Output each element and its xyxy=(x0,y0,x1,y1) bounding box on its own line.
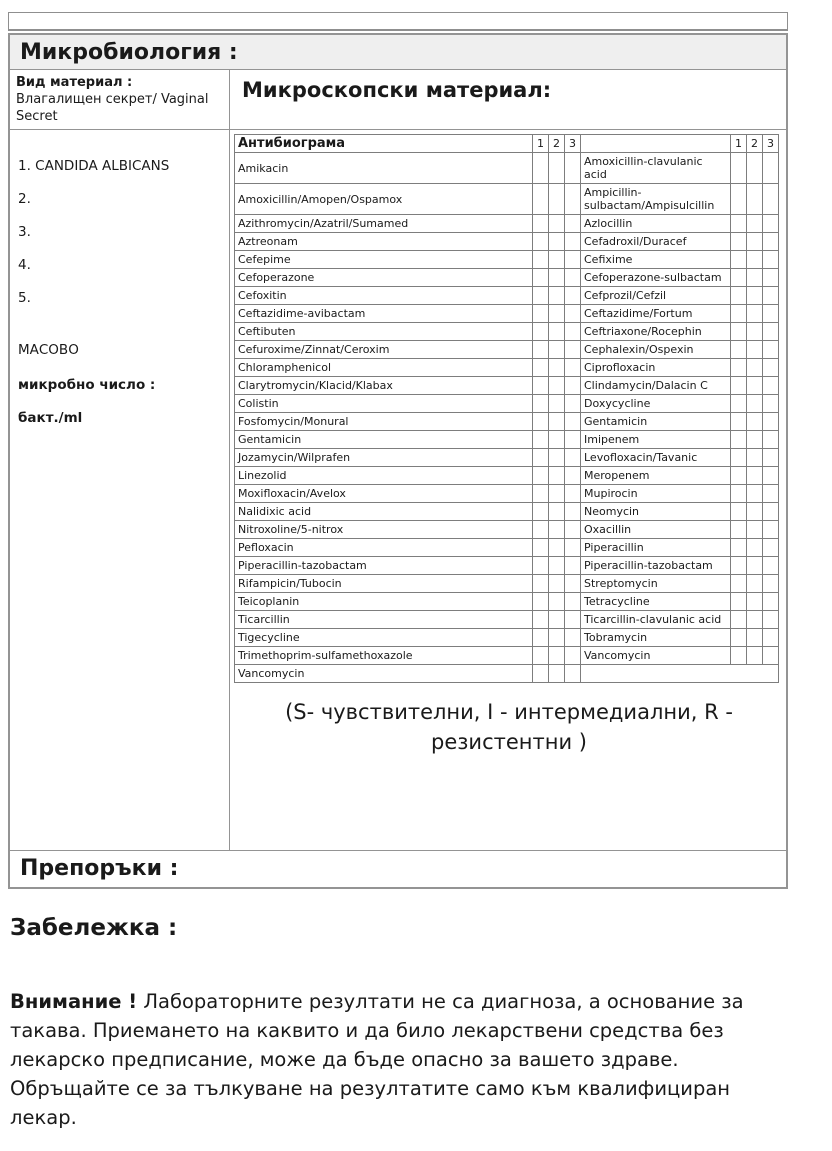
antibiotic-name-right: Cephalexin/Ospexin xyxy=(581,341,731,359)
antibiotic-name-left: Cefuroxime/Zinnat/Ceroxim xyxy=(235,341,533,359)
table-row xyxy=(235,359,779,377)
result-cell xyxy=(731,184,747,215)
table-row xyxy=(235,521,779,539)
result-cell xyxy=(565,485,581,503)
result-cell xyxy=(763,269,779,287)
antibiotic-name-right: Cefadroxil/Duracef xyxy=(581,233,731,251)
result-cell xyxy=(747,503,763,521)
result-cell xyxy=(565,233,581,251)
result-cell xyxy=(549,184,565,215)
material-type-label: Вид материал : xyxy=(16,75,133,90)
antibiotic-name-left: Nitroxoline/5-nitrox xyxy=(235,521,533,539)
result-cell xyxy=(747,395,763,413)
table-row xyxy=(235,665,779,683)
result-cell xyxy=(747,287,763,305)
result-cell xyxy=(533,215,549,233)
result-cell xyxy=(549,341,565,359)
result-cell xyxy=(565,305,581,323)
antibiogram-area xyxy=(230,130,786,850)
table-row xyxy=(235,557,779,575)
result-cell xyxy=(763,215,779,233)
result-cell xyxy=(565,467,581,485)
result-cell xyxy=(731,153,747,184)
result-cell xyxy=(565,184,581,215)
result-cell xyxy=(747,449,763,467)
warning-text: Лабораторните резултати не са диагноза, а основание за такава. Приемането на каквито и да било лекарствени средства без лекарско предписание, може да бъде опасно за вашето здраве. Обръщайте се за тълкуване на резултатите само към квалифициран лекар. xyxy=(10,990,744,1129)
antibiotic-name-right: Piperacillin xyxy=(581,539,731,557)
result-cell xyxy=(731,395,747,413)
result-cell xyxy=(763,593,779,611)
result-col-header: 2 xyxy=(747,135,763,153)
result-cell xyxy=(533,305,549,323)
antibiotic-name-left: Clarytromycin/Klacid/Klabax xyxy=(235,377,533,395)
table-row xyxy=(235,485,779,503)
organism-list xyxy=(10,130,230,850)
result-cell xyxy=(731,557,747,575)
antibiotic-name-right: Cefprozil/Cefzil xyxy=(581,287,731,305)
result-col-header: 1 xyxy=(731,135,747,153)
antibiotic-name-left: Aztreonam xyxy=(235,233,533,251)
antibiotic-name-left: Piperacillin-tazobactam xyxy=(235,557,533,575)
result-cell xyxy=(565,287,581,305)
result-cell xyxy=(747,647,763,665)
result-cell xyxy=(565,575,581,593)
result-cell xyxy=(731,575,747,593)
antibiotic-name-right: Tobramycin xyxy=(581,629,731,647)
result-cell xyxy=(747,305,763,323)
result-cell xyxy=(747,611,763,629)
antibiogram-body xyxy=(235,153,779,683)
result-cell xyxy=(565,431,581,449)
result-cell xyxy=(533,539,549,557)
result-cell xyxy=(731,305,747,323)
antibiotic-name-right: Ceftazidime/Fortum xyxy=(581,305,731,323)
antibiotic-name-left: Ceftibuten xyxy=(235,323,533,341)
antibiotic-name-right: Ticarcillin-clavulanic acid xyxy=(581,611,731,629)
result-cell xyxy=(533,557,549,575)
result-cell xyxy=(549,521,565,539)
result-cell xyxy=(747,413,763,431)
result-cell xyxy=(565,557,581,575)
result-cell xyxy=(533,665,549,683)
result-cell xyxy=(549,539,565,557)
result-cell xyxy=(565,629,581,647)
antibiogram-table xyxy=(234,134,779,683)
result-cell xyxy=(565,539,581,557)
antibiotic-name-right: Oxacillin xyxy=(581,521,731,539)
result-cell xyxy=(533,485,549,503)
result-cell xyxy=(549,359,565,377)
result-cell xyxy=(533,593,549,611)
table-row xyxy=(235,467,779,485)
antibiotic-name-right: Piperacillin-tazobactam xyxy=(581,557,731,575)
material-type-value: Влагалищен секрет/ Vaginal Secret xyxy=(16,92,209,124)
unit-label: бакт./ml xyxy=(18,410,83,426)
result-cell xyxy=(731,539,747,557)
result-cell xyxy=(549,251,565,269)
result-cell xyxy=(533,521,549,539)
table-row xyxy=(235,184,779,215)
antibiotic-name-left: Cefoxitin xyxy=(235,287,533,305)
result-cell xyxy=(549,665,565,683)
antibiotic-name-right: Amoxicillin-clavulanic acid xyxy=(581,153,731,184)
table-row xyxy=(235,539,779,557)
result-cell xyxy=(565,395,581,413)
result-col-header: 3 xyxy=(763,135,779,153)
result-cell xyxy=(549,485,565,503)
result-cell xyxy=(533,359,549,377)
antibiotic-name-right: Ceftriaxone/Rocephin xyxy=(581,323,731,341)
result-col-header: 2 xyxy=(549,135,565,153)
result-cell xyxy=(747,184,763,215)
result-cell xyxy=(533,413,549,431)
result-cell xyxy=(731,323,747,341)
result-cell xyxy=(731,215,747,233)
antibiotic-name-left: Trimethoprim-sulfamethoxazole xyxy=(235,647,533,665)
antibiotic-name-left: Jozamycin/Wilprafen xyxy=(235,449,533,467)
antibiotic-name-right: Mupirocin xyxy=(581,485,731,503)
result-cell xyxy=(763,395,779,413)
result-cell xyxy=(763,184,779,215)
result-cell xyxy=(763,629,779,647)
result-cell xyxy=(533,341,549,359)
result-cell xyxy=(549,215,565,233)
result-cell xyxy=(763,287,779,305)
organism-list-item: 2. xyxy=(18,191,31,207)
antibiotic-name-left: Moxifloxacin/Avelox xyxy=(235,485,533,503)
result-cell xyxy=(763,341,779,359)
antibiotic-name-left: Nalidixic acid xyxy=(235,503,533,521)
result-cell xyxy=(565,647,581,665)
antibiotic-name-left: Amikacin xyxy=(235,153,533,184)
result-cell xyxy=(533,647,549,665)
result-cell xyxy=(549,287,565,305)
result-cell xyxy=(549,377,565,395)
organism-list-item: 1. CANDIDA ALBICANS xyxy=(18,158,170,174)
table-row xyxy=(235,305,779,323)
result-cell xyxy=(549,323,565,341)
table-row xyxy=(235,629,779,647)
antibiotic-name-right: Gentamicin xyxy=(581,413,731,431)
result-cell xyxy=(747,467,763,485)
result-cell xyxy=(565,611,581,629)
result-cell xyxy=(731,413,747,431)
antibiotic-name-left: Cefepime xyxy=(235,251,533,269)
result-cell xyxy=(549,611,565,629)
result-cell xyxy=(747,359,763,377)
table-row xyxy=(235,251,779,269)
result-cell xyxy=(747,215,763,233)
result-cell xyxy=(747,629,763,647)
result-cell xyxy=(565,269,581,287)
result-cell xyxy=(731,251,747,269)
antibiogram-title-spacer xyxy=(581,135,731,153)
result-cell xyxy=(763,251,779,269)
result-cell xyxy=(747,269,763,287)
antibiotic-name-left: Chloramphenicol xyxy=(235,359,533,377)
result-col-header: 1 xyxy=(533,135,549,153)
table-row xyxy=(235,287,779,305)
table-row xyxy=(235,413,779,431)
microbiology-report-panel xyxy=(8,33,788,889)
result-cell xyxy=(763,413,779,431)
antibiotic-name-left: Fosfomycin/Monural xyxy=(235,413,533,431)
table-row xyxy=(235,323,779,341)
results-row xyxy=(10,130,786,850)
result-cell xyxy=(549,467,565,485)
table-row xyxy=(235,647,779,665)
result-cell xyxy=(731,647,747,665)
microscopy-material-title: Микроскопски материал: xyxy=(242,78,552,102)
result-cell xyxy=(763,647,779,665)
result-cell xyxy=(533,269,549,287)
result-cell xyxy=(731,359,747,377)
recommendations-label: Препоръки : xyxy=(10,850,786,887)
antibiogram-header-row xyxy=(235,135,779,153)
antibiotic-name-left: Vancomycin xyxy=(235,665,533,683)
antibiotic-name-right: Clindamycin/Dalacin C xyxy=(581,377,731,395)
result-cell xyxy=(747,341,763,359)
result-cell xyxy=(565,341,581,359)
antibiotic-name-right: Meropenem xyxy=(581,467,731,485)
result-cell xyxy=(763,611,779,629)
material-type-cell xyxy=(10,70,230,129)
antibiotic-name-left: Teicoplanin xyxy=(235,593,533,611)
antibiotic-name-right: Vancomycin xyxy=(581,647,731,665)
result-cell xyxy=(549,629,565,647)
result-cell xyxy=(549,305,565,323)
result-cell xyxy=(763,467,779,485)
result-cell xyxy=(747,521,763,539)
table-row xyxy=(235,611,779,629)
result-cell xyxy=(763,431,779,449)
table-row xyxy=(235,593,779,611)
antibiotic-name-left: Colistin xyxy=(235,395,533,413)
result-cell xyxy=(763,485,779,503)
result-cell xyxy=(565,593,581,611)
result-cell xyxy=(763,153,779,184)
empty-cell xyxy=(581,665,779,683)
result-cell xyxy=(565,377,581,395)
antibiotic-name-left: Azithromycin/Azatril/Sumamed xyxy=(235,215,533,233)
result-cell xyxy=(731,449,747,467)
result-cell xyxy=(731,503,747,521)
result-cell xyxy=(549,593,565,611)
result-cell xyxy=(747,431,763,449)
table-row xyxy=(235,341,779,359)
result-cell xyxy=(565,503,581,521)
result-cell xyxy=(763,503,779,521)
antibiotic-name-right: Tetracycline xyxy=(581,593,731,611)
result-cell xyxy=(533,431,549,449)
antibiotic-name-left: Ticarcillin xyxy=(235,611,533,629)
result-cell xyxy=(565,359,581,377)
table-row xyxy=(235,377,779,395)
table-row xyxy=(235,215,779,233)
result-cell xyxy=(533,184,549,215)
result-cell xyxy=(533,233,549,251)
table-row xyxy=(235,575,779,593)
result-cell xyxy=(549,557,565,575)
result-cell xyxy=(565,215,581,233)
result-cell xyxy=(549,153,565,184)
result-cell xyxy=(763,359,779,377)
result-cell xyxy=(731,269,747,287)
previous-section-edge xyxy=(8,12,788,31)
antibiotic-name-left: Cefoperazone xyxy=(235,269,533,287)
antibiogram-title: Антибиограма xyxy=(235,135,533,153)
result-cell xyxy=(549,503,565,521)
result-cell xyxy=(549,647,565,665)
result-cell xyxy=(731,287,747,305)
result-cell xyxy=(747,251,763,269)
result-cell xyxy=(533,153,549,184)
result-cell xyxy=(533,287,549,305)
result-cell xyxy=(763,539,779,557)
result-cell xyxy=(533,449,549,467)
result-cell xyxy=(731,431,747,449)
table-row xyxy=(235,233,779,251)
result-cell xyxy=(747,557,763,575)
result-cell xyxy=(549,449,565,467)
susceptibility-legend: (S- чувствителни, I - интермедиални, R - резистентни ) xyxy=(285,700,733,754)
result-cell xyxy=(533,251,549,269)
antibiotic-name-left: Pefloxacin xyxy=(235,539,533,557)
result-cell xyxy=(549,413,565,431)
result-cell xyxy=(533,629,549,647)
result-cell xyxy=(731,467,747,485)
antibiotic-name-right: Cefoperazone-sulbactam xyxy=(581,269,731,287)
section-title-microbiology: Микробиология : xyxy=(10,35,786,70)
result-cell xyxy=(533,503,549,521)
result-cell xyxy=(747,485,763,503)
table-row xyxy=(235,431,779,449)
result-cell xyxy=(731,611,747,629)
result-cell xyxy=(565,521,581,539)
result-cell xyxy=(731,521,747,539)
result-cell xyxy=(747,575,763,593)
massive-label: МАСОВО xyxy=(18,342,79,358)
note-label: Забележка : xyxy=(10,915,178,941)
antibiotic-name-right: Streptomycin xyxy=(581,575,731,593)
result-cell xyxy=(565,323,581,341)
result-col-header: 3 xyxy=(565,135,581,153)
result-cell xyxy=(747,233,763,251)
result-cell xyxy=(533,395,549,413)
organism-list-item: 4. xyxy=(18,257,31,273)
table-row xyxy=(235,269,779,287)
result-cell xyxy=(533,377,549,395)
antibiotic-name-left: Amoxicillin/Amopen/Ospamox xyxy=(235,184,533,215)
result-cell xyxy=(731,233,747,251)
antibiotic-name-right: Azlocillin xyxy=(581,215,731,233)
antibiotic-name-right: Cefixime xyxy=(581,251,731,269)
result-cell xyxy=(763,377,779,395)
warning-label: Внимание ! xyxy=(10,990,138,1013)
result-cell xyxy=(731,593,747,611)
antibiotic-name-left: Rifampicin/Tubocin xyxy=(235,575,533,593)
antibiotic-name-right: Ciprofloxacin xyxy=(581,359,731,377)
result-cell xyxy=(565,449,581,467)
table-row xyxy=(235,395,779,413)
result-cell xyxy=(731,377,747,395)
result-cell xyxy=(533,575,549,593)
result-cell xyxy=(763,233,779,251)
antibiotic-name-left: Linezolid xyxy=(235,467,533,485)
result-cell xyxy=(731,629,747,647)
result-cell xyxy=(763,557,779,575)
result-cell xyxy=(565,665,581,683)
result-cell xyxy=(763,575,779,593)
table-row xyxy=(235,503,779,521)
result-cell xyxy=(763,323,779,341)
result-cell xyxy=(549,575,565,593)
organism-list-item: 5. xyxy=(18,290,31,306)
antibiotic-name-right: Levofloxacin/Tavanic xyxy=(581,449,731,467)
antibiotic-name-left: Tigecycline xyxy=(235,629,533,647)
result-cell xyxy=(763,521,779,539)
result-cell xyxy=(549,431,565,449)
result-cell xyxy=(533,467,549,485)
antibiotic-name-left: Ceftazidime-avibactam xyxy=(235,305,533,323)
result-cell xyxy=(565,251,581,269)
result-cell xyxy=(549,395,565,413)
antibiotic-name-right: Ampicillin-sulbactam/Ampisulcillin xyxy=(581,184,731,215)
antibiotic-name-right: Neomycin xyxy=(581,503,731,521)
result-cell xyxy=(549,269,565,287)
result-cell xyxy=(565,153,581,184)
result-cell xyxy=(747,593,763,611)
result-cell xyxy=(747,323,763,341)
antibiotic-name-right: Imipenem xyxy=(581,431,731,449)
result-cell xyxy=(763,305,779,323)
result-cell xyxy=(533,611,549,629)
material-row xyxy=(10,70,786,130)
warning-paragraph xyxy=(10,987,770,1132)
antibiotic-name-right: Doxycycline xyxy=(581,395,731,413)
table-row xyxy=(235,153,779,184)
antibiotic-name-left: Gentamicin xyxy=(235,431,533,449)
result-cell xyxy=(731,341,747,359)
result-cell xyxy=(747,377,763,395)
table-row xyxy=(235,449,779,467)
organism-list-item: 3. xyxy=(18,224,31,240)
result-cell xyxy=(549,233,565,251)
result-cell xyxy=(747,153,763,184)
result-cell xyxy=(565,413,581,431)
microbial-count-label: микробно число : xyxy=(18,377,156,393)
result-cell xyxy=(747,539,763,557)
result-cell xyxy=(533,323,549,341)
result-cell xyxy=(731,485,747,503)
result-cell xyxy=(763,449,779,467)
